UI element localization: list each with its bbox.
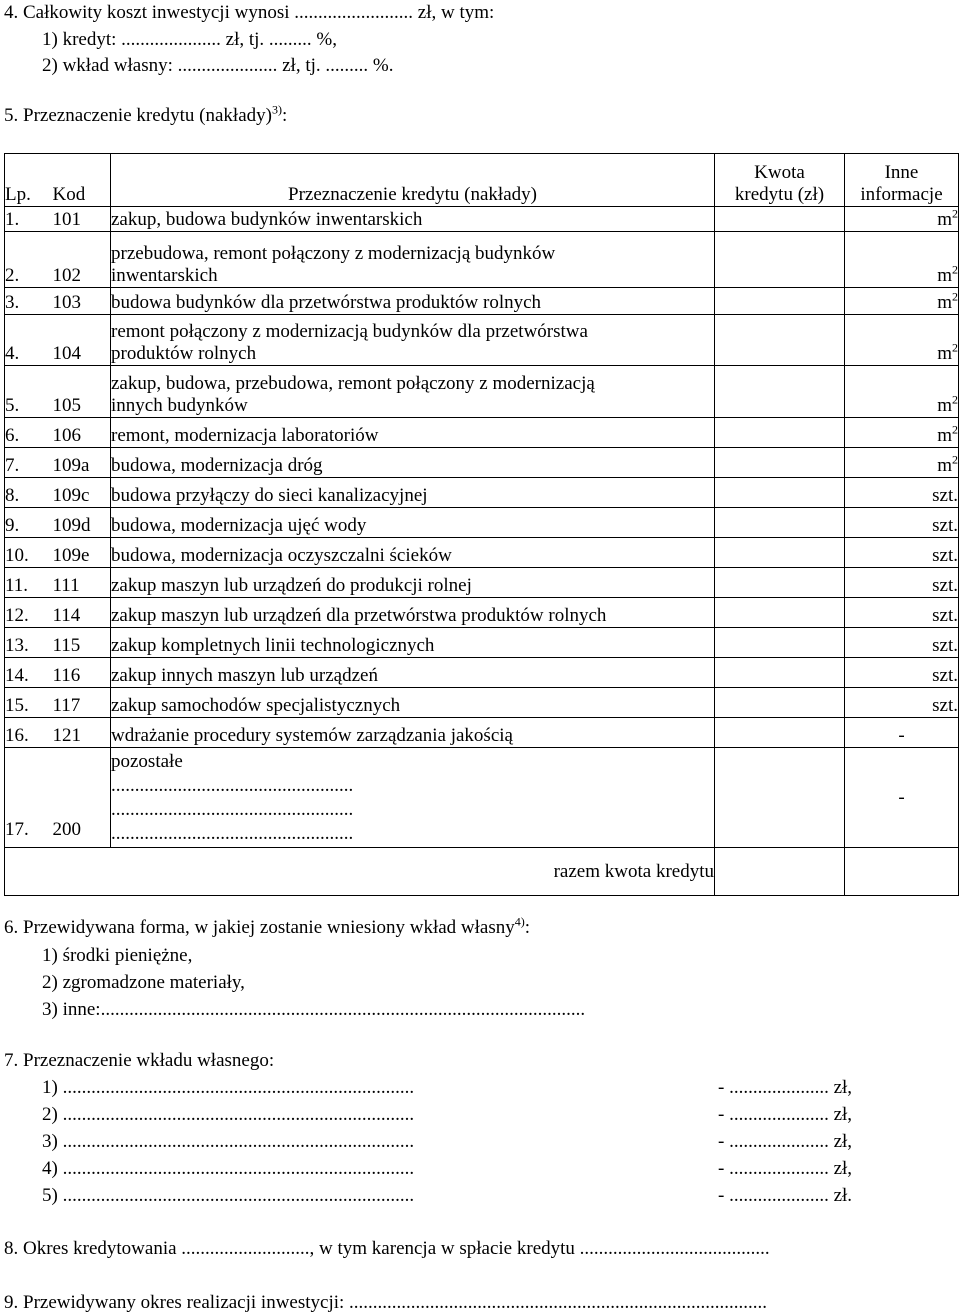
table-row — [5, 418, 959, 448]
row-desc: budowa, modernizacja oczyszczalni ścieków — [111, 538, 715, 568]
credit-allocation-table — [4, 153, 959, 896]
section-4-title: 4. Całkowity koszt inwestycji wynosi ......................... zł, w tym: — [4, 2, 495, 23]
row-desc: budowa, modernizacja dróg — [111, 448, 715, 478]
section-7-item: 1) .......................................................................... — [42, 1077, 415, 1098]
table-header-row — [5, 154, 959, 207]
footnote-ref: 3) — [271, 102, 282, 117]
row-kod: 105 — [53, 366, 111, 418]
row-desc: zakup kompletnych linii technologicznych — [111, 628, 715, 658]
row-lp: 9. — [5, 508, 53, 538]
row-kod: 200 — [53, 748, 111, 848]
row-desc: zakup innych maszyn lub urządzeń — [111, 658, 715, 688]
row-amount-cell[interactable] — [715, 748, 845, 848]
footnote-ref: 4) — [514, 914, 525, 929]
row-amount-cell[interactable] — [715, 366, 845, 418]
header-inne-line1: Inne — [884, 162, 919, 183]
section-5-title-text: 5. Przeznaczenie kredytu (nakłady) — [4, 105, 272, 126]
section-6-item: 2) zgromadzone materiały, — [42, 972, 245, 993]
row-kod: 103 — [53, 288, 111, 315]
total-info-cell — [845, 848, 959, 896]
row-unit: szt. — [845, 478, 959, 508]
row-kod: 121 — [53, 718, 111, 748]
row-lp: 4. — [5, 315, 53, 366]
row-unit: szt. — [845, 658, 959, 688]
section-7-amount: - ..................... zł. — [718, 1185, 853, 1206]
row-unit: $m^2$ — [845, 207, 959, 232]
row-desc: zakup maszyn lub urządzeń dla przetwórstwa produktów rolnych — [111, 598, 715, 628]
total-label: razem kwota kredytu — [111, 848, 715, 896]
row-unit: - — [845, 718, 959, 748]
row-amount-cell[interactable] — [715, 207, 845, 232]
row-kod: 109c — [53, 478, 111, 508]
total-amount-cell[interactable] — [715, 848, 845, 896]
header-inne — [845, 154, 959, 207]
row-lp: 8. — [5, 478, 53, 508]
row-desc: zakup samochodów specjalistycznych — [111, 688, 715, 718]
row-amount-cell[interactable] — [715, 628, 845, 658]
header-kod: Kod — [53, 154, 111, 207]
header-kwota-line1: Kwota — [754, 162, 805, 183]
row-desc: zakup, budowa, przebudowa, remont połączony z modernizacją innych budynków — [111, 366, 715, 418]
header-inne-line2: informacje — [860, 184, 943, 205]
row-amount-cell[interactable] — [715, 658, 845, 688]
row-kod: 109a — [53, 448, 111, 478]
row-amount-cell[interactable] — [715, 598, 845, 628]
row-lp: 11. — [5, 568, 53, 598]
section-9-title: 9. Przewidywany okres realizacji inwestycji: ........................................................................................ — [4, 1292, 768, 1313]
row-unit: szt. — [845, 598, 959, 628]
row-lp: 13. — [5, 628, 53, 658]
row-unit: - — [845, 748, 959, 848]
table-row — [5, 288, 959, 315]
table-row — [5, 748, 959, 848]
row-amount-cell[interactable] — [715, 688, 845, 718]
row-desc-label: pozostałe — [111, 751, 183, 772]
row-desc: budowa przyłączy do sieci kanalizacyjnej — [111, 478, 715, 508]
row-amount-cell[interactable] — [715, 232, 845, 288]
row-lp: 17. — [5, 748, 53, 848]
row-amount-cell[interactable] — [715, 718, 845, 748]
header-lp: Lp. — [5, 154, 53, 207]
row-desc: wdrażanie procedury systemów zarządzania jakością — [111, 718, 715, 748]
row-kod: 117 — [53, 688, 111, 718]
row-lp: 6. — [5, 418, 53, 448]
row-lp: 14. — [5, 658, 53, 688]
table-row — [5, 315, 959, 366]
section-7-item: 5) .......................................................................... — [42, 1185, 415, 1206]
section-7-title: 7. Przeznaczenie wkładu własnego: — [4, 1050, 275, 1071]
table-row — [5, 688, 959, 718]
row-desc-dots: ................................................... — [111, 799, 354, 820]
section-8-title: 8. Okres kredytowania ..........................., w tym karencja w spłacie kredytu ........................................ — [4, 1238, 770, 1259]
section-6-title-text: 6. Przewidywana forma, w jakiej zostanie wniesiony wkład własny — [4, 917, 515, 938]
row-unit: $m^2$ — [845, 448, 959, 478]
row-unit: szt. — [845, 568, 959, 598]
row-desc: przebudowa, remont połączony z modernizacją budynków inwentarskich — [111, 232, 715, 288]
table-row — [5, 538, 959, 568]
row-kod: 116 — [53, 658, 111, 688]
section-7-item: 2) .......................................................................... — [42, 1104, 415, 1125]
row-kod: 109e — [53, 538, 111, 568]
row-amount-cell[interactable] — [715, 478, 845, 508]
row-kod: 104 — [53, 315, 111, 366]
row-unit: szt. — [845, 538, 959, 568]
section-7-amount: - ..................... zł, — [718, 1131, 853, 1152]
row-amount-cell[interactable] — [715, 508, 845, 538]
table-row — [5, 658, 959, 688]
table-row — [5, 568, 959, 598]
row-unit: szt. — [845, 508, 959, 538]
section-4-credit-line: 1) kredyt: ..................... zł, tj. ......... %, — [42, 29, 337, 50]
row-amount-cell[interactable] — [715, 448, 845, 478]
row-unit: szt. — [845, 628, 959, 658]
row-desc — [111, 748, 715, 848]
row-unit: $m^2$ — [845, 418, 959, 448]
section-7-amount: - ..................... zł, — [718, 1158, 853, 1179]
header-kwota — [715, 154, 845, 207]
table-row — [5, 628, 959, 658]
table-row — [5, 448, 959, 478]
row-amount-cell[interactable] — [715, 568, 845, 598]
row-lp: 1. — [5, 207, 53, 232]
row-kod: 106 — [53, 418, 111, 448]
row-desc: remont, modernizacja laboratoriów — [111, 418, 715, 448]
row-lp: 3. — [5, 288, 53, 315]
table-row — [5, 232, 959, 288]
row-unit: $m^2$ — [845, 366, 959, 418]
row-desc: remont połączony z modernizacją budynków dla przetwórstwa produktów rolnych — [111, 315, 715, 366]
row-desc-dots: ................................................... — [111, 823, 354, 844]
table-total-row — [5, 848, 959, 896]
row-kod: 111 — [53, 568, 111, 598]
row-lp: 12. — [5, 598, 53, 628]
header-kwota-line2: kredytu (zł) — [734, 184, 825, 205]
section-6-colon: : — [524, 917, 531, 938]
section-6-item: 3) inne:...................................................................................................... — [42, 999, 586, 1020]
table-row — [5, 366, 959, 418]
table-row — [5, 508, 959, 538]
section-7-item: 4) .......................................................................... — [42, 1158, 415, 1179]
section-7-amount: - ..................... zł, — [718, 1077, 853, 1098]
row-desc: budowa, modernizacja ujęć wody — [111, 508, 715, 538]
row-kod: 114 — [53, 598, 111, 628]
row-desc-dots: ................................................... — [111, 775, 354, 796]
section-5-colon: : — [281, 105, 288, 126]
row-lp: 16. — [5, 718, 53, 748]
row-amount-cell[interactable] — [715, 538, 845, 568]
section-4-own-contribution-line: 2) wkład własny: ..................... zł, tj. ......... %. — [42, 55, 394, 76]
section-5-title — [4, 102, 288, 126]
row-unit: $m^2$ — [845, 232, 959, 288]
row-amount-cell[interactable] — [715, 315, 845, 366]
row-desc: zakup, budowa budynków inwentarskich — [111, 207, 715, 232]
section-6-title — [4, 914, 531, 938]
section-6-item: 1) środki pieniężne, — [42, 945, 193, 966]
section-7-item: 3) .......................................................................... — [42, 1131, 415, 1152]
row-amount-cell[interactable] — [715, 288, 845, 315]
table-row — [5, 718, 959, 748]
row-unit: $m^2$ — [845, 315, 959, 366]
row-desc: zakup maszyn lub urządzeń do produkcji rolnej — [111, 568, 715, 598]
table-row — [5, 598, 959, 628]
row-lp: 10. — [5, 538, 53, 568]
row-kod: 101 — [53, 207, 111, 232]
table-row — [5, 207, 959, 232]
row-kod: 102 — [53, 232, 111, 288]
row-lp: 15. — [5, 688, 53, 718]
row-amount-cell[interactable] — [715, 418, 845, 448]
row-lp: 2. — [5, 232, 53, 288]
row-kod: 109d — [53, 508, 111, 538]
row-lp: 5. — [5, 366, 53, 418]
section-7-amount: - ..................... zł, — [718, 1104, 853, 1125]
header-przeznaczenie: Przeznaczenie kredytu (nakłady) — [111, 154, 715, 207]
row-desc: budowa budynków dla przetwórstwa produktów rolnych — [111, 288, 715, 315]
row-kod: 115 — [53, 628, 111, 658]
row-unit: szt. — [845, 688, 959, 718]
row-lp: 7. — [5, 448, 53, 478]
row-unit: $m^2$ — [845, 288, 959, 315]
table-row — [5, 478, 959, 508]
